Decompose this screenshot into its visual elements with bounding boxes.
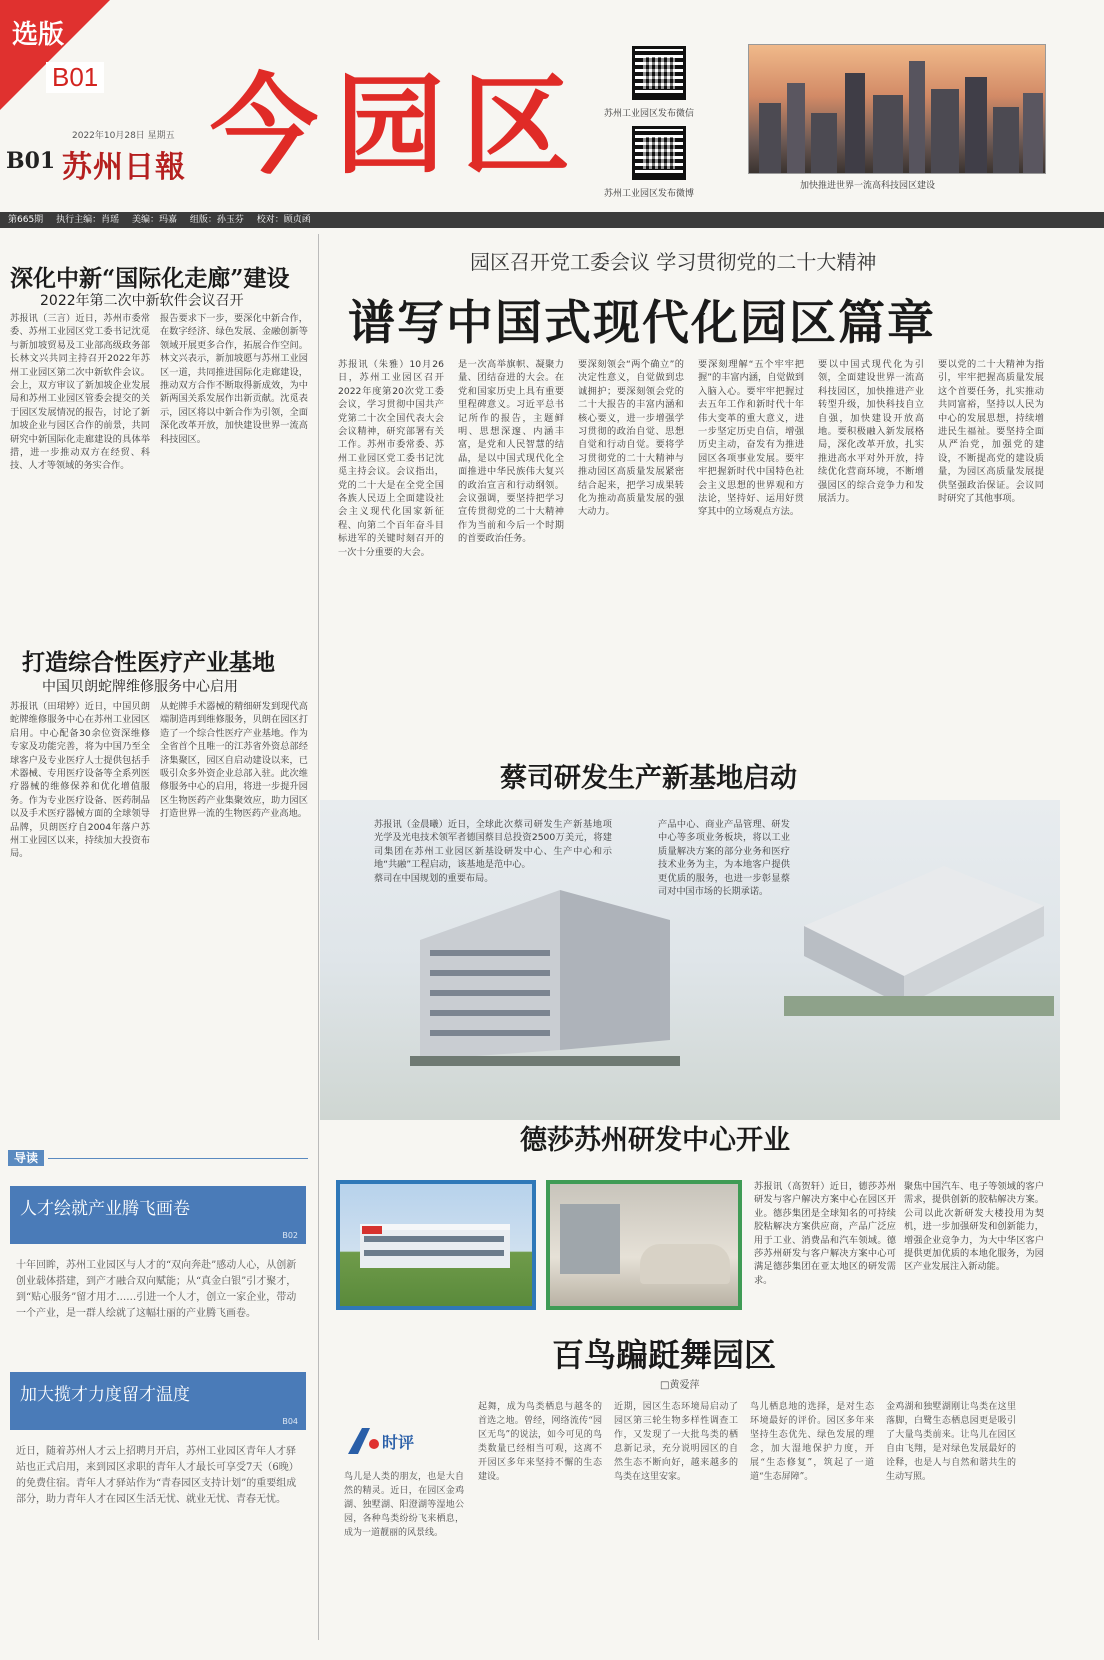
article5-author: □黄爱萍 [660, 1380, 700, 1391]
lead-kicker: 园区召开党工委会议 学习贯彻党的二十大精神 [470, 250, 877, 274]
guide-item-2-text: 近日，随着苏州人才云上招聘月开启，苏州工业园区青年人才驿站也正式启用，来到园区求职的青年人才最长可享受7天（6晚）的免费住宿。青年人才驿站作为“青春园区支持计划”的重要组成部分，助力青年人才在园区生活无忧、就业无忧、青春无忧。 [16, 1446, 299, 1505]
art-editor: 美编：玛嘉 [131, 215, 177, 225]
corner-tag: 选版 [12, 20, 65, 50]
article2-body-col2: 从蛇牌手术器械的精细研发到现代高端制造再到维修服务，贝朗在园区打造了一个综合性医疗产业基地。作为全省首个且唯一的江苏省外资总部经济集聚区，园区自启动建设以来，已吸引众多外资企业总部入驻。此次维修服务中心的启用，将进一步提升园区生物医药产业集聚效应，助力园区打造世界一流的生物医药产业高地。 [160, 701, 308, 820]
guide-item-2[interactable] [10, 1372, 306, 1430]
lead-col-3: 要深刻领会“两个确立”的决定性意义，自觉做到忠诚拥护；要深刻领会党的二十大报告的丰富内涵和核心要义，进一步增强学习贯彻的政治自觉、思想自觉和行动自觉。要将学习贯彻党的二十大精神与推动园区高质量发展紧密结合起来，把学习成果转化为推动高质量发展的强大动力。 [578, 359, 684, 518]
article4-body-col2: 聚焦中国汽车、电子等领域的客户需求，提供创新的胶粘解决方案。公司以此次新研发大楼投用为契机，进一步加强研发和创新能力，增强企业竞争力，为大中华区客户提供更加优质的本地化服务，为园区产业发展注入新动能。 [904, 1181, 1044, 1273]
proofreader: 校对：顾贞函 [256, 215, 311, 225]
city-skyline-photo [748, 44, 1046, 174]
article3-text-3: 产品中心、商业产品管理、研发中心等多项业务板块，将以工业质量解决方案的部分业务和医疗技术业务为主，为本地客户提供更优质的服务，也进一步彰显蔡司对中国市场的长期承诺。 [658, 819, 790, 898]
article4-headline[interactable]: 德莎苏州研发中心开业 [520, 1125, 790, 1156]
layout-editor: 组版：孙玉芬 [189, 215, 244, 225]
article2-subhead: 中国贝朗蛇牌维修服务中心启用 [42, 679, 238, 695]
guide-item-1-text: 十年回眸，苏州工业园区与人才的“双向奔赴”感动人心，从创新创业载体搭建，到产才融合双向赋能；从“真金白银”引才聚才，到“贴心服务”留才用才……引进一个人才，创立一家企业，带动一个产业，是一群人绘就了这幅壮丽的产业腾飞画卷。 [16, 1260, 297, 1319]
weibo-qr-code-icon[interactable] [632, 126, 686, 180]
masthead-edition: B01 [6, 148, 56, 174]
column-divider [318, 234, 319, 1640]
article5-col-3: 近期，园区生态环境局启动了园区第三轮生物多样性调查工作，又发现了一大批鸟类的栖息新记录，充分说明园区的自然生态不断向好，越来越多的鸟类在这里安家。 [614, 1402, 738, 1482]
lead-col-2: 是一次高举旗帜、凝聚力量、团结奋进的大会。在党和国家历史上具有重要里程碑意义。习近平总书记所作的报告，主题鲜明、思想深邃、内涵丰富，是党和人民智慧的结晶，是以中国式现代化全面推进中华民族伟大复兴的政治宣言和行动纲领。会议强调，要坚持把学习宣传贯彻党的二十大精神作为当前和今后一个时期的首要政治任务。 [458, 359, 564, 545]
qr1-caption: 苏州工业园区发布微信 [604, 109, 695, 119]
photo-caption: 加快推进世界一流高科技园区建设 [800, 181, 936, 191]
staff-credit-bar [0, 212, 1104, 228]
masthead-date: 2022年10月28日 星期五 [72, 131, 175, 141]
masthead-title: 今园区 [210, 63, 589, 189]
chief-editor: 执行主编：肖瑶 [56, 215, 120, 225]
edition-corner-badge[interactable] [0, 0, 110, 110]
guide-item-2-page: B04 [282, 1417, 298, 1426]
article5-col-4: 鸟儿栖息地的选择，是对生态环境最好的评价。园区多年来坚持生态优先、绿色发展的理念，加大湿地保护力度，开展“生态修复”，筑起了一道道“生态屏障”。 [750, 1402, 874, 1482]
article2-body-col1: 苏报讯（田珺婷）近日，中国贝朗蛇牌维修服务中心在苏州工业园区启用。中心配备30余位资深维修专家及功能完善，将为中国乃至全球客户及专业医疗人士提供包括手术器械、专用医疗设备等全系列医疗器械的维修保养和优化增值服务。作为专业医疗设备、医药制品以及手术医疗器械方面的全球领导品牌，贝朗医疗自2004年落户苏州工业园区以来，持续加大投资布局。 [10, 701, 150, 860]
wechat-qr-code-icon[interactable] [632, 46, 686, 100]
lead-col-5: 要以中国式现代化为引领，全面建设世界一流高科技园区，加快推进产业转型升级，加快科技自立自强，加快建设开放高地。要积极融入新发展格局，深化改革开放，扎实推进高水平对外开放，持续优化营商环境，不断增强园区的综合竞争力和发展活力。 [818, 359, 924, 505]
article1-subhead: 2022年第二次中新软件会议召开 [40, 293, 244, 309]
article3-text-2: 此次蔡司研发生产新基地项目总投资2500万美元，将建设研发中心、生产中心和示范中心。 [494, 819, 612, 871]
lead-body [338, 358, 1048, 726]
article5-headline[interactable]: 百鸟蹁跹舞园区 [552, 1336, 777, 1374]
article5-col-5: 金鸡湖和独墅湖刚让鸟类在这里落脚，白鹭生态栖息园更是吸引了大量鸟类前来。让鸟儿在园区自由飞翔，是对绿色发展最好的诠释，也是人与自然和谐共生的生动写照。 [886, 1402, 1016, 1482]
tesa-lab-photo [546, 1180, 742, 1310]
article1-body-col1: 苏报讯（三言）近日，苏州市委常委、苏州工业园区党工委书记沈觅与新加坡贸易及工业部高级政务部长林文兴共同主持召开2022年苏州工业园区第二次中新软件会议。会上，双方审议了新加坡企业发展局和苏州工业园区管委会提交的关于园区发展情况的报告，讨论了新加坡企业与园区合作的前景，共同研究中新国际化走廊建设的具体举措，进一步推动双方在经贸、科技、人才等领域的务实合作。 [10, 313, 150, 472]
corner-edition: B01 [46, 62, 104, 93]
masthead-paper-name: 苏州日報 [62, 150, 186, 185]
guide-item-1[interactable] [10, 1186, 306, 1244]
lead-headline[interactable]: 谱写中国式现代化园区篇章 [348, 296, 936, 351]
article2-headline[interactable]: 打造综合性医疗产业基地 [22, 649, 275, 676]
guide-item-1-title: 人才绘就产业腾飞画卷 [20, 1199, 190, 1219]
lead-col-4: 要深刻理解“五个牢牢把握”的丰富内涵，自觉做到入脑入心。要牢牢把握过去五年工作和新时代十年伟大变革的重大意义，进一步坚定历史自信，增强历史主动，奋发有为推进园区各项事业发展。要牢牢把握新时代中国特色社会主义思想的世界观和方法论，坚持好、运用好贯穿其中的立场观点方法。 [698, 359, 804, 518]
article4-body-col1: 苏报讯（高贺轩）近日，德莎苏州研发与客户解决方案中心在园区开业。德莎集团是全球知名的可持续胶粘解决方案供应商，产品广泛应用于工业、消费品和汽车领域。德莎苏州研发与客户解决方案中心可满足德莎集团在亚太地区的研发需求。 [754, 1181, 896, 1286]
article5-col-1: 鸟儿是人类的朋友，也是大自然的精灵。近日，在园区金鸡湖、独墅湖、阳澄湖等湿地公园，各种鸟类纷纷飞来栖息，成为一道靓丽的风景线。 [344, 1472, 464, 1538]
issue-number: 第665期 [8, 215, 44, 225]
article5-col-2: 起舞，成为鸟类栖息与越冬的首选之地。曾经，网络流传“园区无鸟”的说法，如今可见的鸟类数量已经相当可观，这离不开园区多年来坚持不懈的生态建设。 [478, 1402, 602, 1482]
article3-headline[interactable]: 蔡司研发生产新基地启动 [500, 763, 797, 794]
lead-col-6: 要以党的二十大精神为指引，牢牢把握高质量发展这个首要任务，扎实推动共同富裕，坚持以人民为中心的发展思想，持续增进民生福祉。要坚持全面从严治党，加强党的建设，不断提高党的建设质量，为园区高质量发展提供坚强政治保证。会议同时研究了其他事项。 [938, 359, 1044, 505]
article3-text-1: 苏报讯（金晨曦）近日，全球光学及光电技术领军者德国蔡司集团在苏州工业园区新基地“共融”工程启动，该基地是蔡司在中国规划的重要布局。 [374, 819, 494, 884]
article1-headline[interactable]: 深化中新“国际化走廊”建设 [10, 265, 290, 292]
commentary-logo-text: 时评 [382, 1433, 415, 1452]
article1-body-col2: 报告要求下一步，要深化中新合作，在数字经济、绿色发展、金融创新等领域开展更多合作，拓展合作空间。林文兴表示，新加坡愿与苏州工业园区一道，共同推进国际化走廊建设，推动双方合作不断取得新成效，为中新两国关系发展作出新贡献。沈觅表示，园区将以中新合作为引领，全面深化改革开放，加快建设世界一流高科技园区。 [160, 313, 308, 445]
zeiss-building-right [784, 836, 1054, 1016]
lead-col-1: 苏报讯（朱雅）10月26日，苏州工业园区召开2022年度第20次党工委会议，学习贯彻中国共产党第二十次全国代表大会会议精神，研究部署有关工作。苏州市委常委、苏州工业园区党工委书记沈觅主持会议。会议指出，党的二十大是在全党全国各族人民迈上全面建设社会主义现代化国家新征程、向第二个百年奋斗目标进军的关键时刻召开的一次十分重要的大会。 [338, 359, 444, 558]
guide-label: 导读 [8, 1150, 44, 1166]
guide-item-1-page: B02 [282, 1231, 298, 1240]
qr2-caption: 苏州工业园区发布微博 [604, 189, 695, 199]
guide-rule [48, 1158, 308, 1159]
guide-item-2-title: 加大揽才力度留才温度 [20, 1385, 190, 1405]
tesa-building-photo [336, 1180, 536, 1310]
